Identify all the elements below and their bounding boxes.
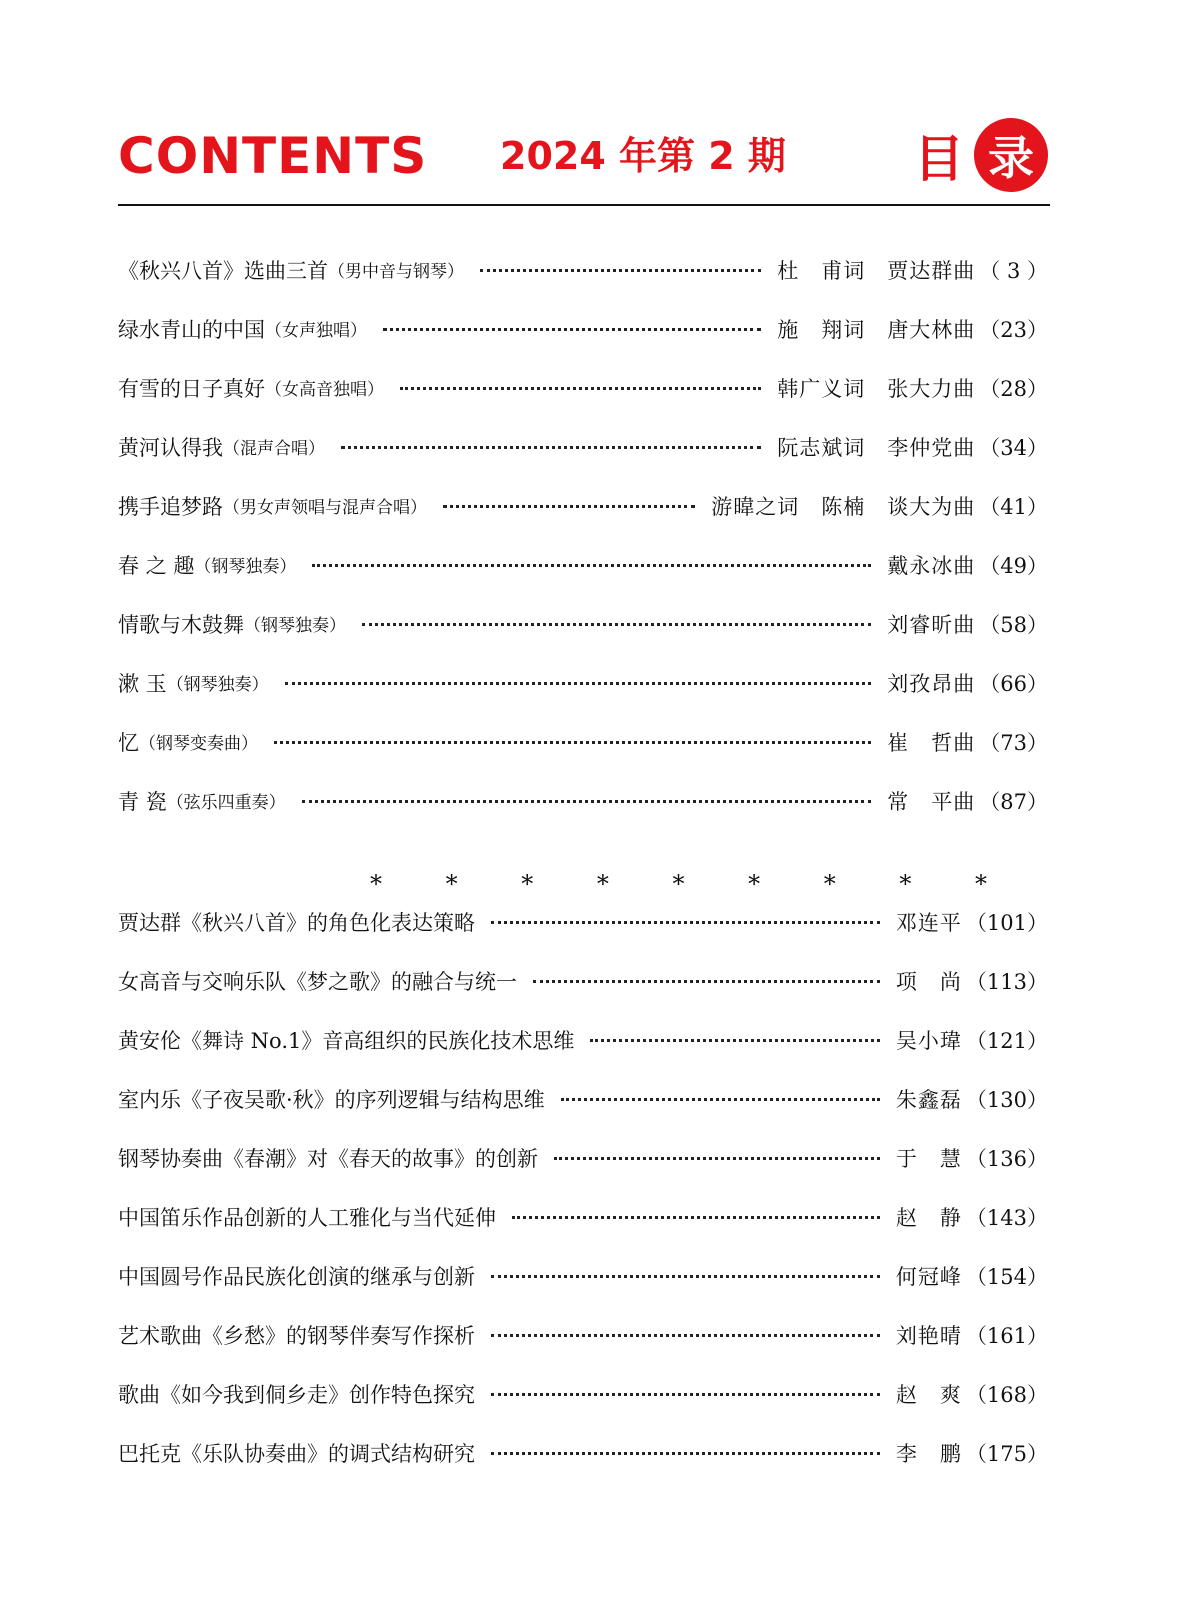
entry-author: 游暐之词 陈楠 谈大为曲 [711, 494, 976, 519]
toc-entry[interactable] [118, 1246, 1048, 1305]
entry-author: 赵 爽 [895, 1382, 962, 1407]
entry-author: 杜 甫词 贾达群曲 [777, 258, 976, 283]
entry-title: 中国笛乐作品创新的人工雅化与当代延伸 [118, 1205, 496, 1230]
heading-char-lu-circle: 录 [974, 118, 1048, 192]
leader-dots [554, 1157, 880, 1160]
entry-subtitle: （女高音独唱） [265, 380, 384, 400]
leader-dots [302, 800, 872, 803]
entry-title: 室内乐《子夜吴歌·秋》的序列逻辑与结构思维 [118, 1087, 545, 1112]
toc-entry[interactable] [118, 358, 1048, 417]
leader-dots [561, 1098, 880, 1101]
leader-dots [285, 682, 872, 685]
entry-subtitle: （男中音与钢琴） [328, 262, 464, 282]
entry-page: （121） [965, 1028, 1048, 1053]
toc-entry[interactable] [118, 594, 1048, 653]
leader-dots [533, 980, 880, 983]
leader-dots [491, 1334, 880, 1337]
entry-page: （58） [979, 612, 1048, 637]
entry-author: 刘睿昕曲 [887, 612, 976, 637]
entry-title: 青 瓷 [118, 789, 167, 814]
entry-page: （130） [965, 1087, 1048, 1112]
toc-entry[interactable] [118, 1128, 1048, 1187]
entry-title: 歌曲《如今我到侗乡走》创作特色探究 [118, 1382, 475, 1407]
entry-author: 何冠峰 [895, 1264, 962, 1289]
entry-author: 施 翔词 唐大林曲 [777, 317, 976, 342]
toc-entry[interactable] [118, 1423, 1048, 1482]
entry-page: （ 3 ） [979, 258, 1048, 283]
entry-title: 漱 玉 [118, 671, 167, 696]
entry-title: 《秋兴八首》选曲三首 [118, 258, 328, 283]
entry-title: 中国圆号作品民族化创演的继承与创新 [118, 1264, 475, 1289]
toc-entry[interactable] [118, 1305, 1048, 1364]
leader-dots [341, 446, 761, 449]
toc-entry[interactable] [118, 1364, 1048, 1423]
entry-title: 情歌与木鼓舞 [118, 612, 244, 637]
leader-dots [491, 921, 880, 924]
toc-entry[interactable] [118, 771, 1048, 830]
entry-page: （66） [979, 671, 1048, 696]
works-list [118, 240, 1048, 830]
toc-entry[interactable] [118, 240, 1048, 299]
leader-dots [512, 1216, 880, 1219]
entry-page: （34） [979, 435, 1048, 460]
entry-author: 于 慧 [895, 1146, 962, 1171]
leader-dots [480, 269, 761, 272]
toc-entry[interactable] [118, 1010, 1048, 1069]
entry-title: 春 之 趣 [118, 553, 195, 578]
entry-title: 贾达群《秋兴八首》的角色化表达策略 [118, 910, 475, 935]
leader-dots [491, 1275, 880, 1278]
leader-dots [362, 623, 871, 626]
entry-subtitle: （男女声领唱与混声合唱） [223, 498, 427, 518]
entry-title: 有雪的日子真好 [118, 376, 265, 401]
entry-page: （101） [965, 910, 1048, 935]
entry-page: （154） [965, 1264, 1048, 1289]
leader-dots [274, 741, 871, 744]
entry-title: 女高音与交响乐队《梦之歌》的融合与统一 [118, 969, 517, 994]
leader-dots [312, 564, 871, 567]
entry-page: （168） [965, 1382, 1048, 1407]
entry-page: （49） [979, 553, 1048, 578]
toc-entry[interactable] [118, 712, 1048, 771]
articles-list [118, 892, 1048, 1482]
entry-subtitle: （钢琴独奏） [194, 557, 297, 577]
entry-author: 吴小瑋 [895, 1028, 962, 1053]
contents-heading-cn [914, 118, 1048, 192]
toc-entry[interactable] [118, 476, 1048, 535]
entry-title: 绿水青山的中国 [118, 317, 265, 342]
entry-subtitle: （钢琴独奏） [166, 675, 269, 695]
toc-entry[interactable] [118, 417, 1048, 476]
entry-subtitle: （钢琴独奏） [244, 616, 346, 636]
toc-entry[interactable] [118, 892, 1048, 951]
entry-title: 钢琴协奏曲《春潮》对《春天的故事》的创新 [118, 1146, 538, 1171]
entry-title: 黄安伦《舞诗 No.1》音高组织的民族化技术思维 [118, 1028, 575, 1053]
entry-page: （41） [979, 494, 1048, 519]
entry-author: 项 尚 [895, 969, 962, 994]
entry-author: 韩广义词 张大力曲 [777, 376, 976, 401]
entry-author: 常 平曲 [887, 789, 976, 814]
entry-page: （161） [965, 1323, 1048, 1348]
entry-title: 艺术歌曲《乡愁》的钢琴伴奏写作探析 [118, 1323, 475, 1348]
section-separator: * * * * * * * * * [370, 870, 1016, 898]
entry-subtitle: （女声独唱） [265, 321, 367, 341]
entry-subtitle: （弦乐四重奏） [166, 793, 286, 813]
entry-page: （28） [979, 376, 1048, 401]
entry-page: （113） [965, 969, 1048, 994]
entry-author: 邓连平 [895, 910, 962, 935]
entry-title: 巴托克《乐队协奏曲》的调式结构研究 [118, 1441, 475, 1466]
entry-title: 携手追梦路 [118, 494, 223, 519]
leader-dots [383, 328, 761, 331]
toc-entry[interactable] [118, 1187, 1048, 1246]
issue-label: 2024 年第 2 期 [500, 134, 786, 178]
entry-author: 阮志斌词 李仲党曲 [777, 435, 976, 460]
leader-dots [491, 1393, 880, 1396]
entry-author: 朱鑫磊 [895, 1087, 962, 1112]
entry-author: 刘孜昂曲 [887, 671, 976, 696]
entry-title: 黄河认得我 [118, 435, 223, 460]
entry-page: （87） [979, 789, 1048, 814]
entry-author: 李 鹏 [895, 1441, 962, 1466]
toc-entry[interactable] [118, 535, 1048, 594]
leader-dots [400, 387, 761, 390]
entry-title: 忆 [118, 730, 139, 755]
toc-entry[interactable] [118, 299, 1048, 358]
leader-dots [491, 1452, 880, 1455]
entry-author: 戴永冰曲 [887, 553, 976, 578]
entry-page: （136） [965, 1146, 1048, 1171]
entry-page: （23） [979, 317, 1048, 342]
toc-entry[interactable] [118, 951, 1048, 1010]
entry-author: 刘艳晴 [895, 1323, 962, 1348]
toc-entry[interactable] [118, 1069, 1048, 1128]
toc-entry[interactable] [118, 653, 1048, 712]
entry-page: （73） [979, 730, 1048, 755]
heading-char-mu: 目 [914, 130, 964, 188]
header-divider [118, 204, 1050, 206]
entry-subtitle: （钢琴变奏曲） [139, 734, 258, 754]
entry-author: 赵 静 [895, 1205, 962, 1230]
contents-header [118, 128, 1048, 192]
entry-subtitle: （混声合唱） [223, 439, 325, 459]
leader-dots [443, 505, 695, 508]
entry-page: （143） [965, 1205, 1048, 1230]
contents-heading-en: CONTENTS [118, 127, 428, 185]
entry-page: （175） [965, 1441, 1048, 1466]
leader-dots [590, 1039, 880, 1042]
entry-author: 崔 哲曲 [887, 730, 976, 755]
